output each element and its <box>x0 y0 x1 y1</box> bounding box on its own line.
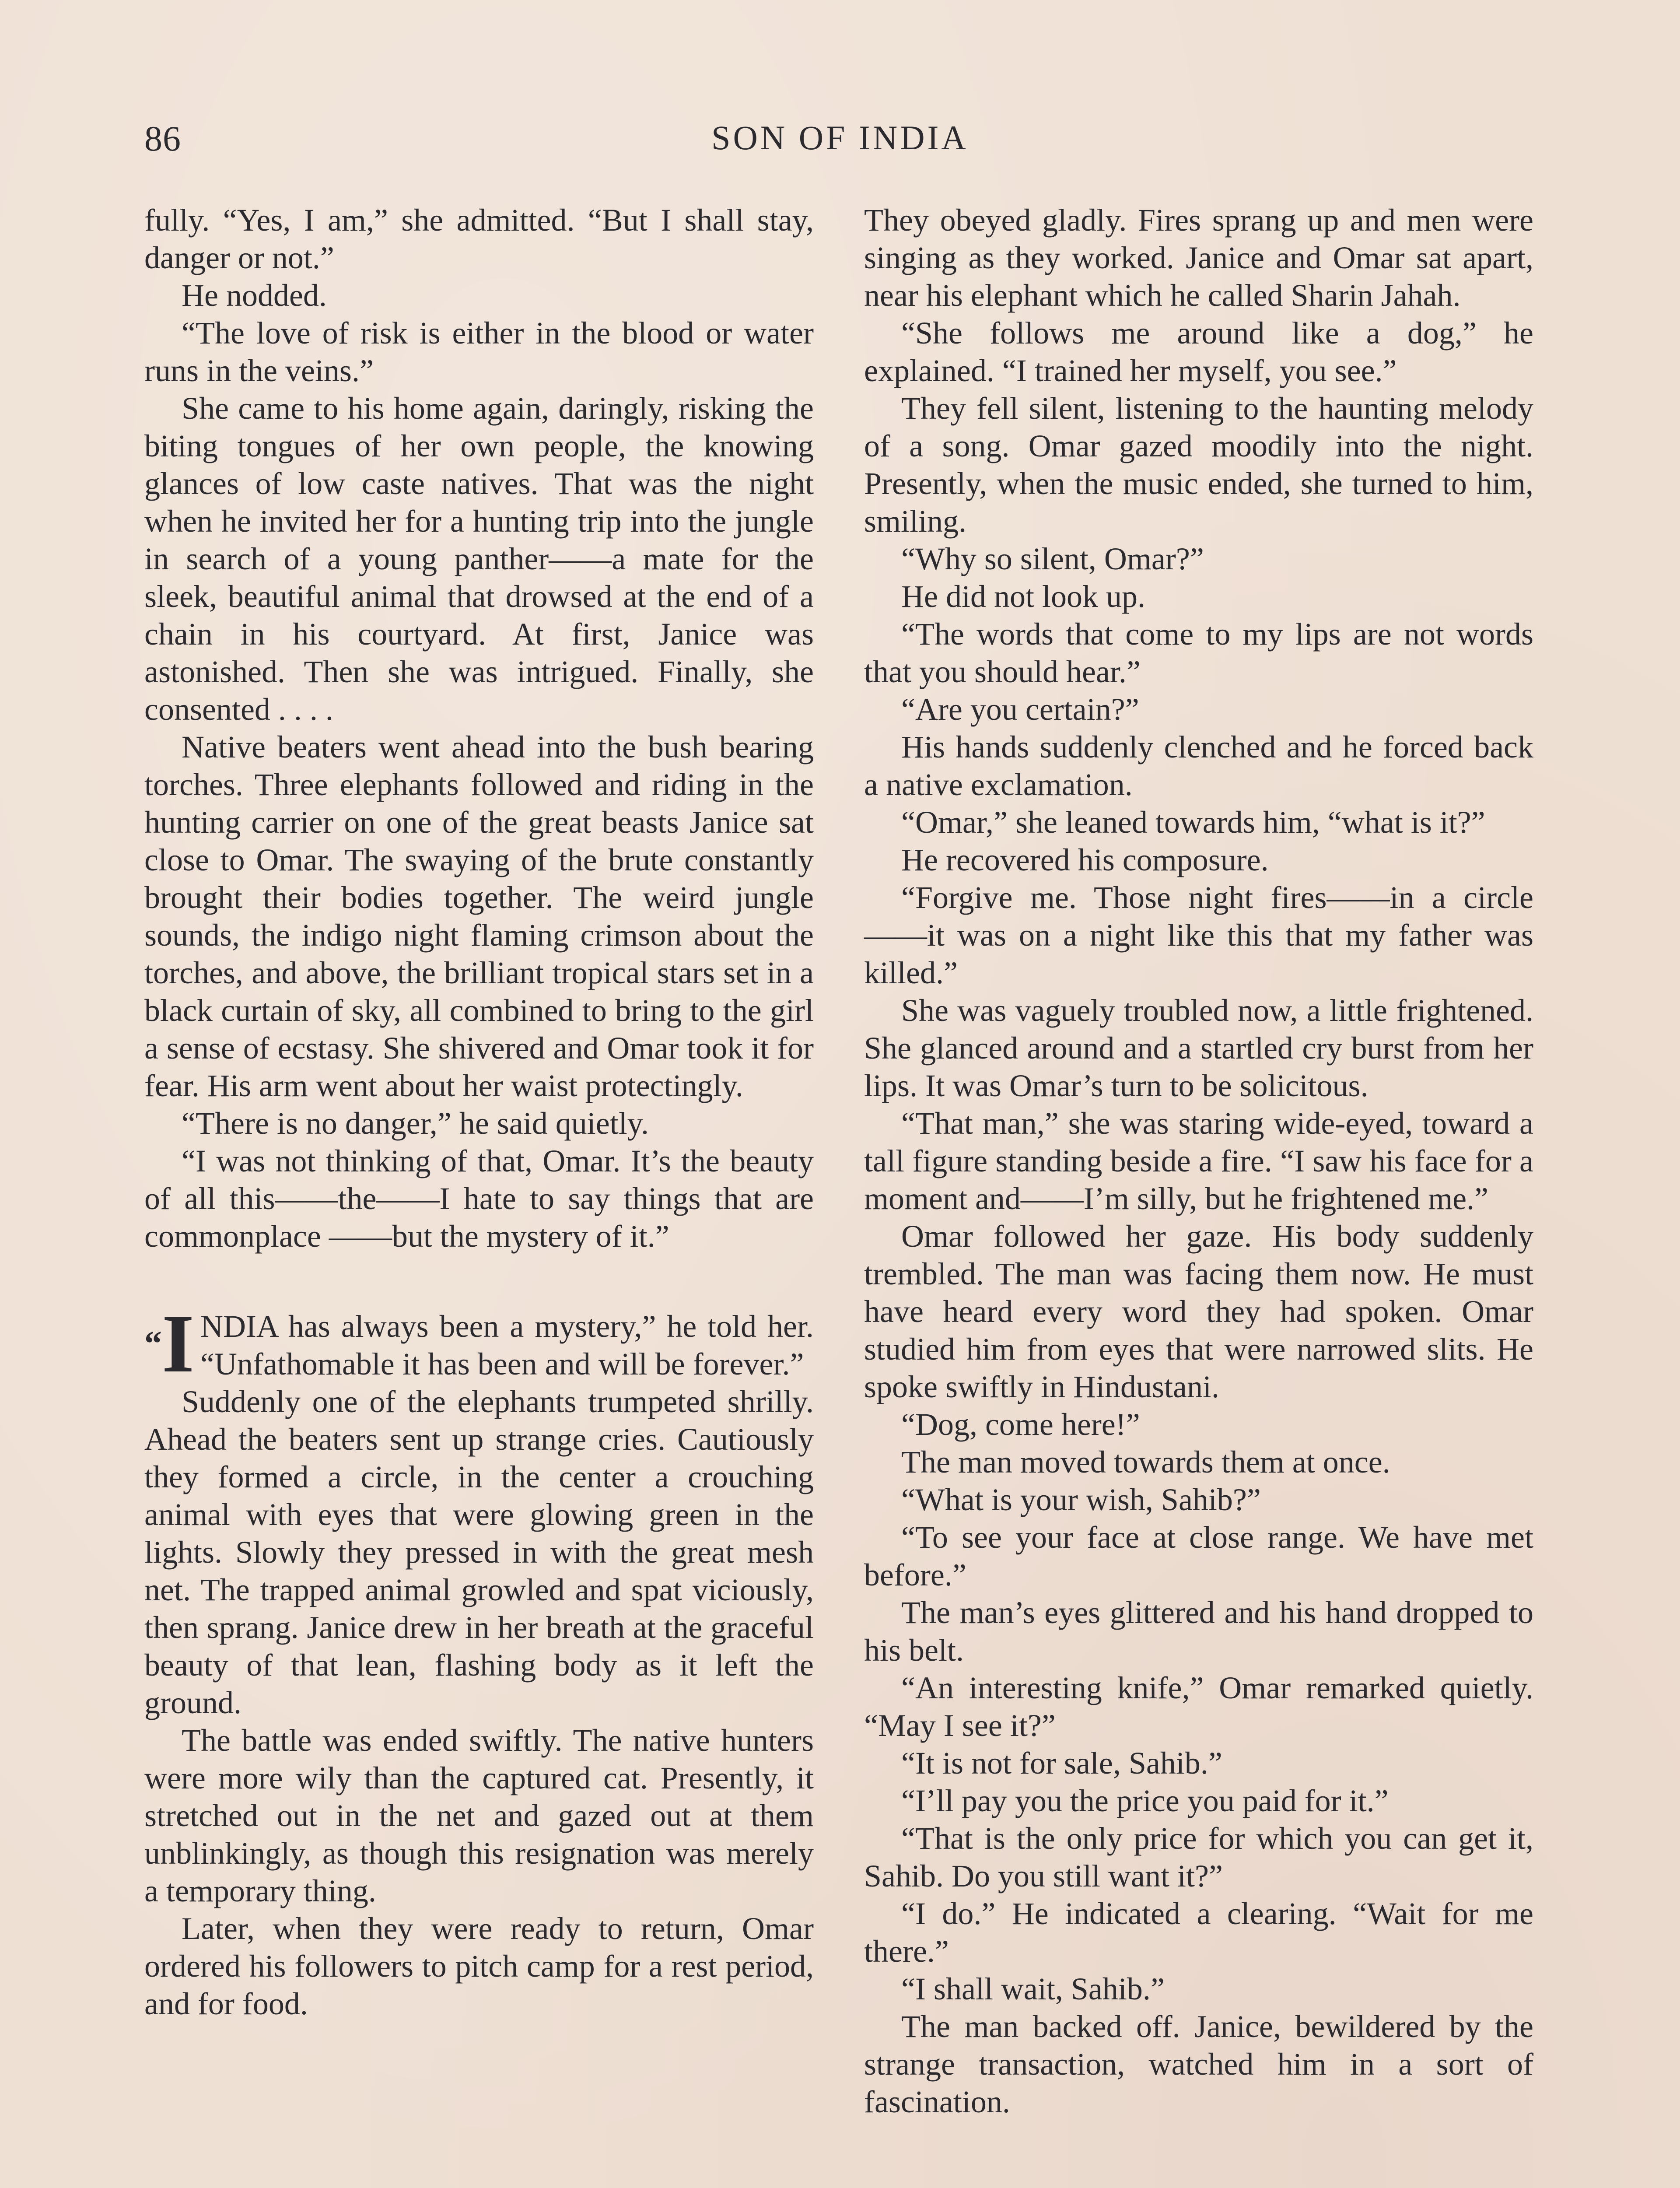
paragraph: “I’ll pay you the price you paid for it.” <box>901 1783 1389 1818</box>
paragraph: “It is not for sale, Sahib.” <box>901 1746 1222 1781</box>
drop-cap-quote: “ <box>144 1325 162 1363</box>
paragraph: They obeyed gladly. Fires sprang up and men were singing as they worked. Janice and Omar sat apart, near his elephant which he called Sharin Jahah. <box>864 203 1533 313</box>
page-header <box>144 118 1536 166</box>
paragraph: “What is your wish, Sahib?” <box>901 1482 1261 1517</box>
paragraph: The man’s eyes glittered and his hand dropped to his belt. <box>864 1595 1533 1668</box>
paragraph: The man backed off. Janice, bewildered by the strange transaction, watched him in a sort of fascination. <box>864 2009 1533 2119</box>
paragraph: “Are you certain?” <box>901 692 1139 727</box>
right-column <box>864 201 1533 2121</box>
running-title: SON OF INDIA <box>711 119 969 157</box>
paragraph: Later, when they were ready to return, Omar ordered his followers to pitch camp for a rest period, and for food. <box>144 1911 814 2021</box>
drop-cap-letter: I <box>162 1298 194 1390</box>
paragraph: “Why so silent, Omar?” <box>901 541 1204 576</box>
paragraph: She came to his home again, daringly, risking the biting tongues of her own people, the knowing glances of low caste natives. That was the night when he invited her for a hunting trip into the jungle in search of a young panther——a mate for the sleek, beautiful animal that drowsed at the end of a chain in his courtyard. At first, Janice was astonished. Then she was intrigued. Finally, she consented . . . . <box>144 391 814 727</box>
paragraph: They fell silent, listening to the haunting melody of a song. Omar gazed moodily into the night. Presently, when the music ended, she turned to him, smiling. <box>864 391 1533 539</box>
paragraph: “Forgive me. Those night fires——in a circle——it was on a night like this that my father was killed.” <box>864 880 1533 990</box>
paragraph: Omar followed her gaze. His body suddenly trembled. The man was facing them now. He must have heard every word they had spoken. Omar studied him from eyes that were narrowed slits. He spoke swiftly in Hindustani. <box>864 1219 1533 1404</box>
dropcap-paragraph-text: NDIA has always been a mystery,” he told her. “Unfathomable it has been and will be forever.” <box>200 1309 814 1382</box>
paragraph: The battle was ended swiftly. The native hunters were more wily than the captured cat. Presently, it stretched out in the net and gazed out at them unblinkingly, as though this resignation was merely a temporary thing. <box>144 1723 814 1908</box>
paragraph: “She follows me around like a dog,” he explained. “I trained her myself, you see.” <box>864 316 1533 388</box>
paragraph: He recovered his composure. <box>901 842 1269 877</box>
paragraph: “I shall wait, Sahib.” <box>901 1971 1165 2006</box>
paragraph: “I was not thinking of that, Omar. It’s the beauty of all this——the——I hate to say things that are commonplace ——but the mystery of it.” <box>144 1143 814 1254</box>
drop-cap <box>144 1298 194 1390</box>
paragraph: Native beaters went ahead into the bush bearing torches. Three elephants followed and riding in the hunting carrier on one of the great beasts Janice sat close to Omar. The swaying of the brute constantly brought their bodies together. The weird jungle sounds, the indigo night flaming crimson about the torches, and above, the brilliant tropical stars set in a black curtain of sky, all combined to bring to the girl a sense of ecstasy. She shivered and Omar took it for fear. His arm went about her waist protectingly. <box>144 729 814 1103</box>
paragraph: “To see your face at close range. We have met before.” <box>864 1520 1533 1592</box>
paragraph: Suddenly one of the elephants trumpeted shrilly. Ahead the beaters sent up strange cries. Cautiously they formed a circle, in the center a crouching animal with eyes that were glowing green in the lights. Slowly they pressed in with the great mesh net. The trapped animal growled and spat viciously, then sprang. Janice drew in her breath at the graceful beauty of that lean, flashing body as it left the ground. <box>144 1384 814 1720</box>
paragraph: “Omar,” she leaned towards him, “what is it?” <box>901 805 1485 840</box>
paragraph: fully. “Yes, I am,” she admitted. “But I shall stay, danger or not.” <box>144 203 814 275</box>
paragraph: The man moved towards them at once. <box>901 1445 1390 1480</box>
page-number: 86 <box>144 119 181 158</box>
paragraph: “That man,” she was staring wide-eyed, toward a tall figure standing beside a fire. “I saw his face for a moment and——I’m silly, but he frightened me.” <box>864 1106 1533 1216</box>
paragraph: “An interesting knife,” Omar remarked quietly. “May I see it?” <box>864 1670 1533 1743</box>
paragraph: “That is the only price for which you can get it, Sahib. Do you still want it?” <box>864 1821 1533 1893</box>
paragraph: “The love of risk is either in the blood or water runs in the veins.” <box>144 316 814 388</box>
paragraph: He did not look up. <box>901 579 1145 614</box>
paragraph: “There is no danger,” he said quietly. <box>182 1106 649 1141</box>
paragraph: “I do.” He indicated a clearing. “Wait for me there.” <box>864 1896 1533 1969</box>
paragraph: She was vaguely troubled now, a little frightened. She glanced around and a startled cry burst from her lips. It was Omar’s turn to be solicitous. <box>864 993 1533 1103</box>
section-break <box>144 1255 814 1308</box>
paragraph: His hands suddenly clenched and he forced back a native exclamation. <box>864 729 1533 802</box>
paragraph: “Dog, come here!” <box>901 1407 1140 1442</box>
paragraph: He nodded. <box>182 278 327 313</box>
left-column <box>144 201 814 2023</box>
dropcap-paragraph <box>144 1298 814 1390</box>
paragraph: “The words that come to my lips are not words that you should hear.” <box>864 617 1533 689</box>
